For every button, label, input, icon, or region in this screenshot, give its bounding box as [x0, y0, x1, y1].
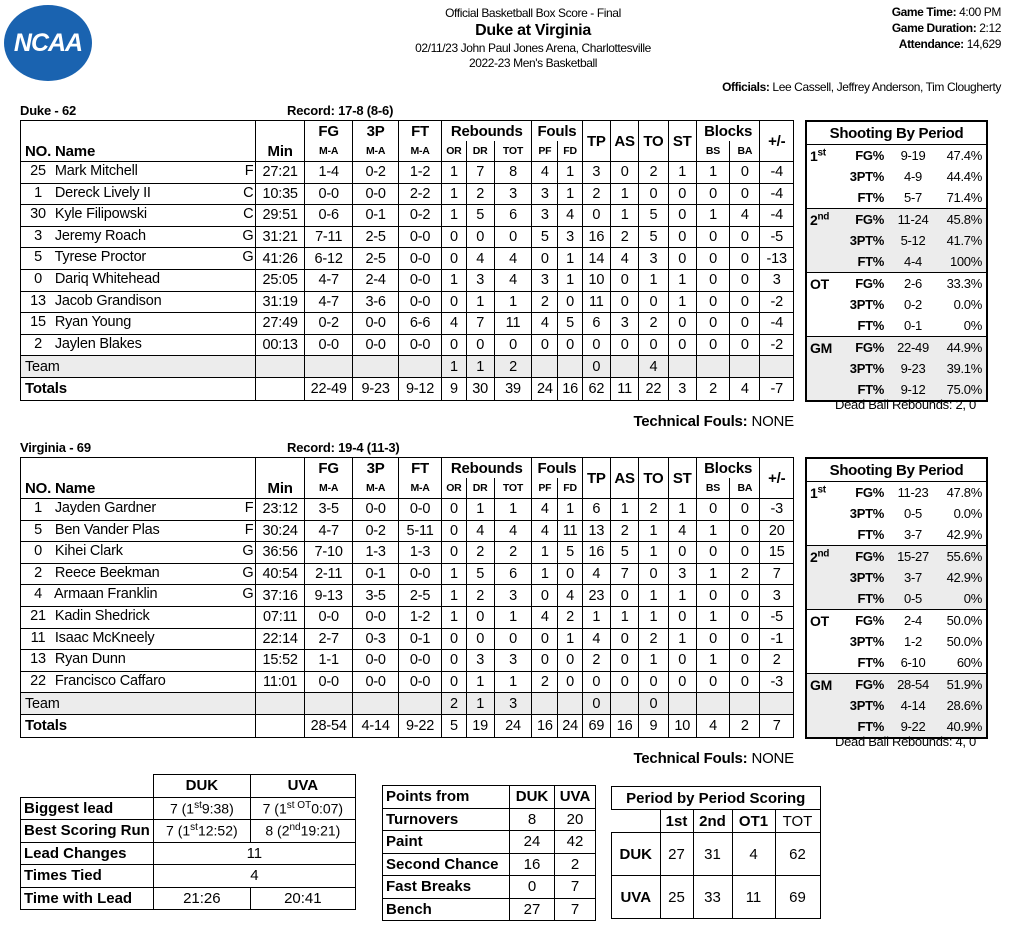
team-record-virginia: Record: 19-4 (11-3) [287, 440, 400, 455]
sbp-period [806, 187, 846, 209]
player-position: G [242, 227, 254, 244]
points-from-row: Paint 24 42 [383, 831, 596, 854]
player-row: 0 Dariq Whitehead 25:05 4-7 2-4 0-0 1 3 4 3 1 10 0 1 1 0 0 3 [21, 269, 794, 291]
sbp-row: 1st FG% 9-19 47.4% [806, 145, 987, 167]
player-row: 2 Reece Beekman G 40:54 2-11 0-1 0-0 1 5 6 1 0 4 7 0 3 1 2 7 [21, 563, 794, 585]
col-pf: PF [532, 141, 558, 162]
col-ba: BA [730, 141, 760, 162]
sbp-row: GM FG% 22-49 44.9% [806, 337, 987, 359]
sbp-row: FT% 9-22 40.9% [806, 716, 987, 738]
team-row: Team 2 1 3 0 0 [21, 693, 794, 715]
sbp-period: GM [806, 674, 846, 696]
period-scoring-title: Period by Period Scoring [612, 787, 821, 810]
col-3p: 3P [353, 121, 398, 142]
sbp-row: GM FG% 28-54 51.9% [806, 674, 987, 696]
player-position: F [244, 500, 254, 516]
col-bs: BS [696, 141, 729, 162]
game-stats-uva: UVA [250, 775, 355, 798]
player-position: G [242, 564, 254, 581]
sbp-row: OT FG% 2-4 50.0% [806, 610, 987, 632]
col-dr: DR [466, 141, 494, 162]
sbp-row: FT% 3-7 42.9% [806, 524, 987, 546]
sbp-row: OT FG% 2-6 33.3% [806, 273, 987, 295]
dead-ball-rebounds-duke: Dead Ball Rebounds: 2, 0 [835, 397, 976, 412]
player-name: 30 Kyle Filipowski [30, 206, 147, 223]
sbp-row: 2nd FG% 15-27 55.6% [806, 546, 987, 568]
game-info [892, 4, 1001, 52]
game-stats-table: DUK UVA Biggest lead 7 (1st9:38) 7 $(1^{st OT}0:07)$ Best Scoring Run 7 (1st12:52) 8 (2nd19:21) Lead Changes 11 Times Tied 4 Time with Lead 21:26 20:41 [20, 774, 356, 910]
col-as: AS [610, 121, 638, 162]
sbp-row: FT% 6-10 60% [806, 652, 987, 674]
player-name: 13 Ryan Dunn [30, 651, 126, 668]
player-row: 1 Dereck Lively II C 10:35 0-0 0-0 2-2 1 2 3 3 1 2 1 0 0 0 0 -4 [21, 183, 794, 205]
shooting-by-period-duke [805, 120, 988, 402]
officials [722, 80, 1001, 94]
sbp-row: FT% 5-7 71.4% [806, 187, 987, 209]
player-row: 13 Jacob Grandison 31:19 4-7 3-6 0-0 0 1 1 2 0 11 0 0 1 0 0 -2 [21, 291, 794, 313]
player-rows-duke [21, 162, 794, 356]
col-blocks: Blocks [696, 121, 760, 142]
player-row: 2 Jaylen Blakes 00:13 0-0 0-0 0-0 0 0 0 0 0 0 0 0 0 0 0 -2 [21, 334, 794, 356]
player-name: 2 Jaylen Blakes [34, 335, 142, 352]
points-from-label: Points from [383, 786, 510, 809]
player-name: 0 Dariq Whitehead [34, 270, 160, 287]
col-plus-minus: +/- [760, 121, 794, 162]
sbp-period [806, 503, 846, 524]
col-min: Min [256, 141, 304, 162]
subtitle: Official Basketball Box Score - Final [445, 6, 621, 20]
game-time-label: Game Time: [891, 5, 957, 19]
sbp-row: 1st FG% 11-23 47.8% [806, 482, 987, 504]
attendance: 14,629 [966, 37, 1001, 51]
player-position: C [243, 184, 254, 201]
points-from-row: Second Chance 16 2 [383, 853, 596, 876]
ncaa-logo [4, 5, 92, 81]
player-row: 25 Mark Mitchell F 27:21 1-4 0-2 1-2 1 7 8 4 1 3 0 2 1 1 0 -4 [21, 162, 794, 184]
player-row: 11 Isaac McKneely 22:14 2-7 0-3 0-1 0 0 0 0 1 4 0 2 1 0 0 -1 [21, 628, 794, 650]
totals-row: Totals 28-54 4-14 9-22 5 19 24 16 24 69 16 9 10 4 2 7 [21, 714, 794, 737]
player-row: 5 Tyrese Proctor G 41:26 6-12 2-5 0-0 0 4 4 0 1 14 4 3 0 0 0 -13 [21, 248, 794, 270]
sbp-period: 1st [806, 482, 846, 504]
sbp-row: 3PT% 5-12 41.7% [806, 230, 987, 251]
player-name: 15 Ryan Young [30, 314, 132, 331]
logo-trademark: ® [85, 68, 90, 75]
sbp-period [806, 524, 846, 546]
game-duration-label: Game Duration: [891, 21, 977, 35]
col-rebounds: Rebounds [442, 121, 532, 142]
box-score-duke [20, 120, 794, 401]
sbp-row: 3PT% 0-5 0.0% [806, 503, 987, 524]
page-header [300, 6, 766, 71]
sbp-period [806, 166, 846, 187]
player-name: 21 Kadin Shedrick [30, 607, 150, 624]
points-from-row: Bench 27 7 [383, 898, 596, 921]
sbp-period [806, 631, 846, 652]
player-name: 1 Dereck Lively II [34, 184, 151, 201]
box-score-virginia: FG 3P FT Rebounds Fouls TP AS TO ST Blocks +/- NO. Name Min M-A M-A M-A OR DR TOT PF FD BS BA 1 Jayden Gardner F 23:12 3-5 0-0 0-0 0 1 1 4 1 6 1 2 1 0 0 -3 5 Ben Vander Plas F 30:24 4-7 0-2 5-11 0 4 4 4 11 13 2 1 4 1 0 20 0 Kihei Clark G 36:56 7-10 1-3 1-3 0 2 2 1 5 16 5 1 0 0 0 15 2 Reece Beekman G 40:54 2-11 0-1 0-0 1 5 6 1 0 4 7 0 3 1 2 7 4 Armaan Franklin G 37:16 9-13 3-5 2-5 1 2 3 0 4 23 0 1 1 0 0 3 21 Kadin Shedrick 07:11 0-0 0-0 1-2 1 0 1 4 2 1 1 1 0 1 0 -5 11 Isaac McKneely 22:14 2-7 0-3 0-1 0 0 0 0 1 4 0 2 1 0 0 -1 13 Ryan Dunn 15:52 1-1 0-0 0-0 0 3 3 0 0 2 0 1 0 1 0 2 22 Francisco Caffaro 11:01 0-0 0-0 0-0 0 1 1 2 0 0 0 0 0 0 0 -3 Team 2 1 3 0 0 Totals 28-54 4-14 9-22 5 19 24 16 24 69 16 9 10 4 2 7 [20, 457, 794, 738]
sbp-row: FT% 9-12 75.0% [806, 379, 987, 401]
sbp-row: 3PT% 0-2 0.0% [806, 294, 987, 315]
sbp-row: 3PT% 4-14 28.6% [806, 695, 987, 716]
sbp-row: FT% 4-4 100% [806, 251, 987, 273]
team-row: Team 1 1 2 0 4 [21, 356, 794, 378]
technical-fouls-duke: Technical Fouls: NONE [633, 413, 794, 430]
col-tp: TP [582, 121, 610, 162]
sbp-period: 2nd [806, 209, 846, 231]
shooting-by-period-virginia: Shooting By Period 1st FG% 11-23 47.8% 3PT% 0-5 0.0% FT% 3-7 42.9% 2nd FG% 15-27 55.6% 3PT% 3-7 42.9% FT% 0-5 0% OT FG% 2-4 50.0% 3PT% 1-2 50.0% FT% 6-10 60% GM FG% 28-54 51.9% 3PT% 4-14 28.6% FT% 9-22 40.9% [805, 457, 988, 739]
col-no-name: NO. Name [21, 141, 256, 162]
player-name: 5 Tyrese Proctor [34, 249, 147, 266]
sbp-period [806, 251, 846, 273]
player-row: 13 Ryan Dunn 15:52 1-1 0-0 0-0 0 3 3 0 0 2 0 1 0 1 0 2 [21, 650, 794, 672]
player-position: G [242, 543, 254, 560]
dead-ball-rebounds-virginia: Dead Ball Rebounds: 4, 0 [835, 734, 976, 749]
col-3p-ma: M-A [353, 141, 398, 162]
player-rows-virginia [21, 499, 794, 693]
col-to: TO [639, 121, 668, 162]
player-name: 11 Isaac McKneely [30, 629, 155, 646]
sbp-period: OT [806, 610, 846, 632]
player-row: 21 Kadin Shedrick 07:11 0-0 0-0 1-2 1 0 1 4 2 1 1 1 0 1 0 -5 [21, 606, 794, 628]
col-tot: TOT [494, 141, 531, 162]
col-ft: FT [398, 121, 441, 142]
player-row: 30 Kyle Filipowski C 29:51 0-6 0-1 0-2 1 5 6 3 4 0 1 5 0 1 4 -4 [21, 205, 794, 227]
team-label: Team [21, 693, 256, 715]
sbp-row: 3PT% 4-9 44.4% [806, 166, 987, 187]
period-scoring-row: UVA 25 33 11 69 [612, 876, 821, 919]
sbp-row: FT% 0-1 0% [806, 315, 987, 337]
sbp-period [806, 588, 846, 610]
player-position: F [244, 163, 254, 179]
player-position: C [243, 206, 254, 223]
points-from-table: Points from DUK UVA Turnovers 8 20 Paint 24 42 Second Chance 16 2 Fast Breaks 0 7 Bench 27 7 [382, 785, 596, 921]
game-time: 4:00 PM [959, 5, 1001, 19]
points-from-row: Fast Breaks 0 7 [383, 876, 596, 899]
period-scoring-row: DUK 27 31 4 62 [612, 833, 821, 876]
team-header-virginia: Virginia - 69 [20, 440, 91, 455]
col-fd: FD [558, 141, 582, 162]
technical-fouls-virginia: Technical Fouls: NONE [633, 750, 794, 767]
sbp-period [806, 315, 846, 337]
sbp-period [806, 695, 846, 716]
venue: 02/11/23 John Paul Jones Arena, Charlottesville [415, 41, 651, 55]
attendance-label: Attendance: [898, 37, 964, 51]
logo-text: NCAA [13, 28, 83, 57]
season: 2022-23 Men's Basketball [468, 56, 598, 70]
sbp-row: 2nd FG% 11-24 45.8% [806, 209, 987, 231]
totals-row: Totals 22-49 9-23 9-12 9 30 39 24 16 62 11 22 3 2 4 -7 [21, 377, 794, 400]
team-label: Team [21, 356, 256, 378]
sbp-period [806, 358, 846, 379]
player-row: 15 Ryan Young 27:49 0-2 0-0 6-6 4 7 11 4 5 6 3 2 0 0 0 -4 [21, 313, 794, 335]
game-stats-duk: DUK [153, 775, 250, 798]
points-from-row: Turnovers 8 20 [383, 808, 596, 831]
sbp-period: 2nd [806, 546, 846, 568]
player-name: 22 Francisco Caffaro [30, 672, 166, 689]
player-name: 13 Jacob Grandison [30, 292, 162, 309]
player-row: 3 Jeremy Roach G 31:21 7-11 2-5 0-0 0 0 0 5 3 16 2 5 0 0 0 -5 [21, 226, 794, 248]
col-fg: FG [304, 121, 352, 142]
page-title: Duke at Virginia [475, 22, 591, 39]
sbp-row: FT% 0-5 0% [806, 588, 987, 610]
player-name: 0 Kihei Clark [34, 543, 123, 560]
sbp-title: Shooting By Period [806, 121, 987, 145]
player-name: 2 Reece Beekman [34, 564, 160, 581]
sbp-row: 3PT% 1-2 50.0% [806, 631, 987, 652]
team-header-duke: Duke - 62 [20, 103, 77, 118]
player-row: 4 Armaan Franklin G 37:16 9-13 3-5 2-5 1 2 3 0 4 23 0 1 1 0 0 3 [21, 585, 794, 607]
totals-label: Totals [21, 377, 256, 400]
player-name: 25 Mark Mitchell [30, 163, 138, 179]
col-fg-ma: M-A [304, 141, 352, 162]
player-position: G [242, 249, 254, 266]
officials-label: Officials: [722, 80, 770, 94]
sbp-period [806, 294, 846, 315]
player-name: 3 Jeremy Roach [34, 227, 146, 244]
player-row: 5 Ben Vander Plas F 30:24 4-7 0-2 5-11 0 4 4 4 11 13 2 1 4 1 0 20 [21, 520, 794, 542]
team-record-duke: Record: 17-8 (8-6) [287, 103, 394, 118]
col-ft-ma: M-A [398, 141, 441, 162]
col-st: ST [668, 121, 696, 162]
sbp-period: OT [806, 273, 846, 295]
period-scoring-table: Period by Period Scoring 1st 2nd OT1 TOT DUK 27 31 4 62 UVA 25 33 11 69 [611, 786, 821, 919]
player-name: 5 Ben Vander Plas [34, 521, 160, 538]
sbp-row: 3PT% 9-23 39.1% [806, 358, 987, 379]
sbp-period [806, 567, 846, 588]
col-or: OR [442, 141, 466, 162]
sbp-period [806, 652, 846, 674]
player-row: 0 Kihei Clark G 36:56 7-10 1-3 1-3 0 2 2 1 5 16 5 1 0 0 0 15 [21, 542, 794, 564]
player-position: F [244, 521, 254, 538]
player-row: 22 Francisco Caffaro 11:01 0-0 0-0 0-0 0 1 1 2 0 0 0 0 0 0 0 -3 [21, 671, 794, 693]
col-fouls: Fouls [532, 121, 583, 142]
sbp-period: GM [806, 337, 846, 359]
sbp-period: 1st [806, 145, 846, 167]
player-name: 4 Armaan Franklin [34, 586, 158, 603]
player-row: 1 Jayden Gardner F 23:12 3-5 0-0 0-0 0 1 1 4 1 6 1 2 1 0 0 -3 [21, 499, 794, 521]
game-duration: 2:12 [979, 21, 1001, 35]
officials-names: Lee Cassell, Jeffrey Anderson, Tim Clougherty [772, 80, 1001, 94]
player-position: G [242, 586, 254, 603]
player-name: 1 Jayden Gardner [34, 500, 157, 516]
sbp-period [806, 230, 846, 251]
sbp-row: 3PT% 3-7 42.9% [806, 567, 987, 588]
